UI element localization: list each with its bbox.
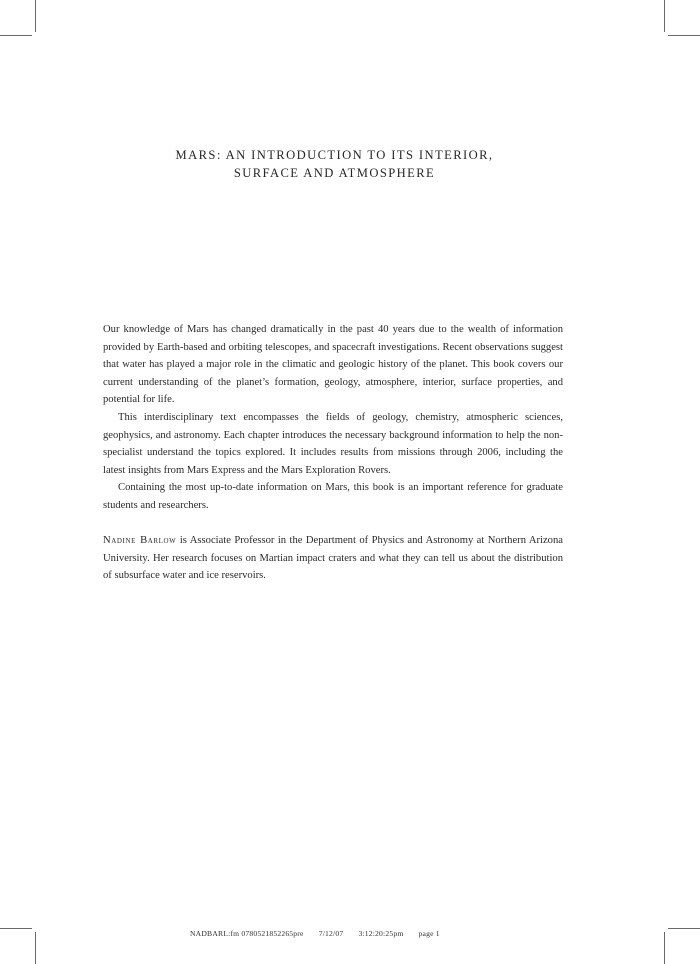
slug-time: 3:12:20:25pm xyxy=(358,929,404,938)
crop-mark-top-left-horizontal xyxy=(0,35,32,36)
crop-mark-top-right-horizontal xyxy=(668,35,700,36)
description-paragraph-3: Containing the most up-to-date information on Mars, this book is an important reference for graduate students and researchers. xyxy=(103,482,563,511)
book-title-line-2: SURFACE AND ATMOSPHERE xyxy=(233,166,436,180)
description-paragraph-1: Our knowledge of Mars has changed dramatically in the past 40 years due to the wealth of information provided by Earth-based and orbiting telescopes, and spacecraft investigations. Recent observations suggest that water has played a major role in the climatic and geologic history of the planet. This book covers our current understanding of the planet’s formation, geology, atmosphere, interior, surface properties, and potential for life. xyxy=(103,324,563,406)
printer-slug xyxy=(190,929,440,938)
slug-file: NADBARL:fm 0780521852265pre xyxy=(190,929,304,938)
book-title xyxy=(100,146,569,182)
crop-mark-bottom-right-horizontal xyxy=(668,928,700,929)
book-description xyxy=(103,321,563,585)
author-bio-text: is Associate Professor in the Department of Physics and Astronomy at Northern Arizona University. Her research focuses on Martian impact craters and what they can tell us about the distribution of subsurface water and ice reservoirs. xyxy=(103,535,563,582)
author-biography xyxy=(103,532,563,585)
slug-date: 7/12/07 xyxy=(318,929,344,938)
author-name: Nadine Barlow xyxy=(103,535,177,547)
description-paragraph-2: This interdisciplinary text encompasses the fields of geology, chemistry, atmospheric sciences, geophysics, and astronomy. Each chapter introduces the necessary background information to help the non-specialist understand the topics explored. It includes results from missions through 2006, including the latest insights from Mars Express and the Mars Exploration Rovers. xyxy=(103,411,563,476)
book-title-line-1: MARS: AN INTRODUCTION TO ITS INTERIOR, xyxy=(175,148,494,162)
crop-mark-bottom-right-vertical xyxy=(664,932,665,964)
crop-mark-bottom-left-horizontal xyxy=(0,928,32,929)
crop-mark-top-left-vertical xyxy=(35,0,36,32)
crop-mark-bottom-left-vertical xyxy=(35,932,36,964)
crop-mark-top-right-vertical xyxy=(664,0,665,32)
slug-page: page 1 xyxy=(418,929,440,938)
